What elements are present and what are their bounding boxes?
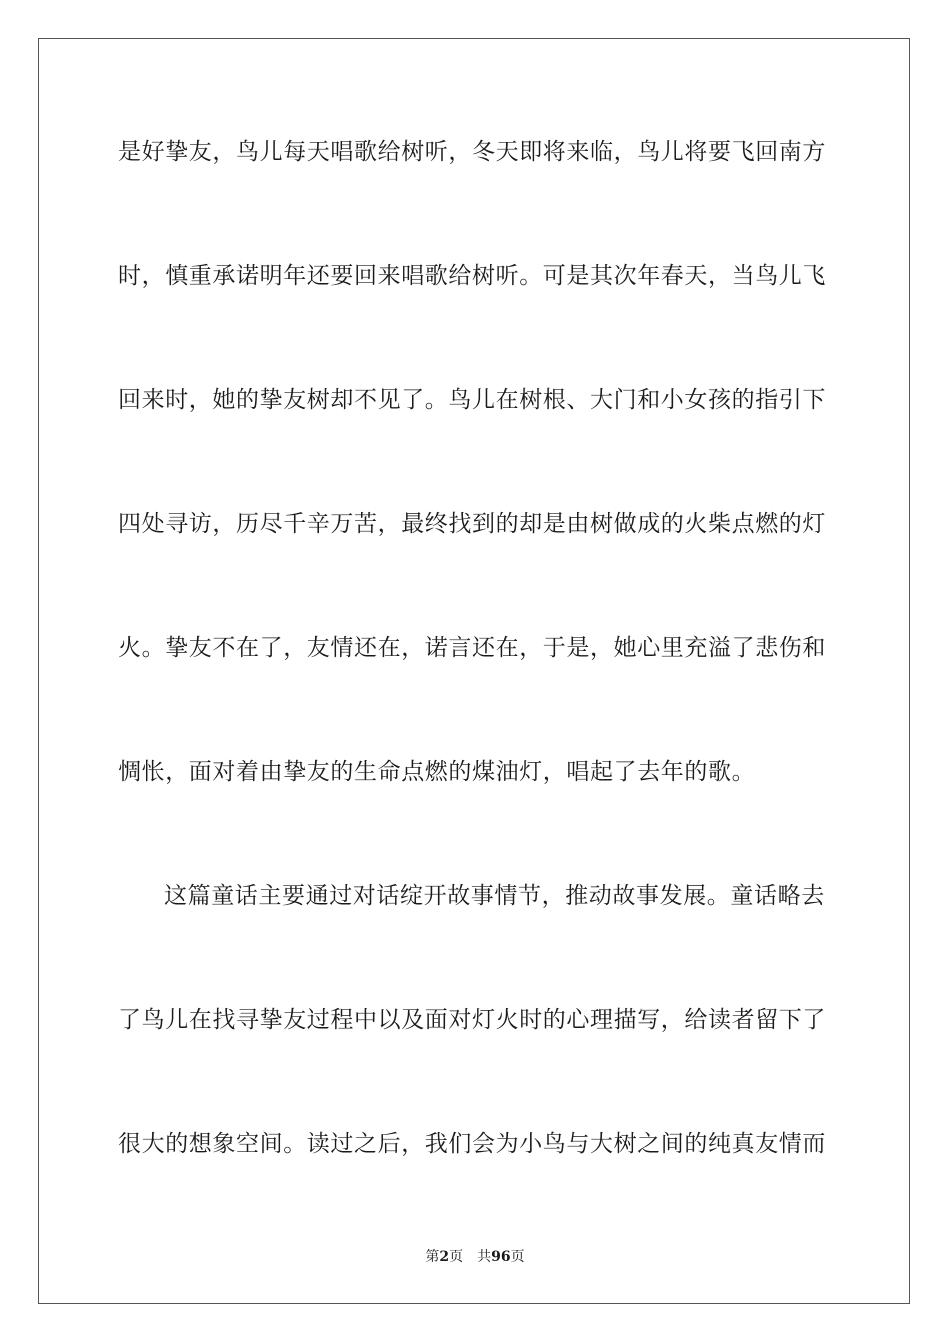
body-text-line: 火。挚友不在了，友情还在，诺言还在，于是，她心里充溢了悲伤和 xyxy=(118,635,826,661)
page-footer xyxy=(0,1246,950,1266)
body-text-line: 四处寻访，历尽千辛万苦，最终找到的却是由树做成的火柴点燃的灯 xyxy=(118,511,826,537)
body-text-line: 了鸟儿在找寻挚友过程中以及面对灯火时的心理描写，给读者留下了 xyxy=(118,1007,826,1033)
body-text-line: 是好挚友，鸟儿每天唱歌给树听，冬天即将来临，鸟儿将要飞回南方 xyxy=(118,139,826,165)
total-prefix: 共 xyxy=(477,1249,492,1265)
page-border xyxy=(38,38,910,1304)
body-text-line: 时，慎重承诺明年还要回来唱歌给树听。可是其次年春天，当鸟儿飞 xyxy=(118,263,826,289)
body-text-line: 回来时，她的挚友树却不见了。鸟儿在树根、大门和小女孩的指引下 xyxy=(118,387,826,413)
page-suffix: 页 xyxy=(449,1249,464,1265)
page-prefix: 第 xyxy=(425,1249,440,1265)
page-number: 2 xyxy=(439,1249,450,1265)
total-suffix: 页 xyxy=(510,1249,525,1265)
body-text-line: 惆怅，面对着由挚友的生命点燃的煤油灯，唱起了去年的歌。 xyxy=(118,759,756,785)
total-pages: 96 xyxy=(491,1249,511,1265)
body-text-line: 很大的想象空间。读过之后，我们会为小鸟与大树之间的纯真友情而 xyxy=(118,1131,826,1157)
paragraph-first-line: 这篇童话主要通过对话绽开故事情节，推动故事发展。童话略去 xyxy=(164,883,825,909)
